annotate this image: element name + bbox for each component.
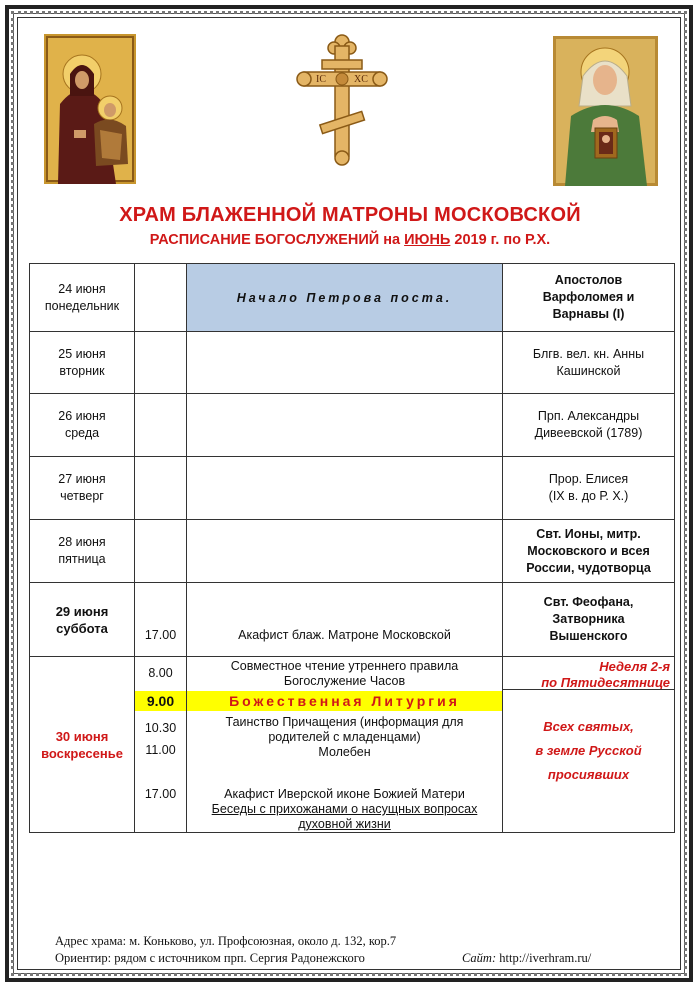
service-cell [187, 332, 503, 394]
day-date: 25 июня [58, 346, 106, 361]
day-cell [30, 583, 135, 657]
saint-line: Варфоломея и [542, 290, 635, 304]
service-cell [187, 520, 503, 583]
feast-line: Всех святых, [543, 719, 634, 734]
matrona-icon [553, 36, 658, 186]
day-cell [30, 457, 135, 520]
service-time: 17.00 [144, 787, 177, 801]
day-cell [30, 394, 135, 457]
saint-line: Прор. Елисея [548, 472, 629, 486]
table-row [30, 520, 675, 583]
schedule-table [29, 263, 675, 833]
fast-banner: Начало Петрова поста. [187, 264, 503, 332]
footer-site [462, 951, 591, 966]
cross-label-right: XC [354, 74, 368, 85]
cross-label-left: IC [316, 74, 326, 85]
day-cell [30, 332, 135, 394]
saint-line: Свт. Ионы, митр. [536, 526, 641, 541]
day-weekday: пятница [58, 552, 106, 566]
feast-column [503, 657, 675, 833]
service-name: Акафист блаж. Матроне Московской [238, 628, 451, 642]
service-line: Богослужение Часов [283, 674, 406, 688]
saint-line: Московского и всея [527, 543, 650, 558]
service-line: духовной жизни [298, 817, 391, 831]
service-cell [187, 394, 503, 457]
day-weekday: среда [64, 426, 100, 440]
table-row [30, 394, 675, 457]
table-row [30, 264, 675, 332]
day-date: 28 июня [58, 535, 106, 549]
day-weekday: понедельник [44, 298, 120, 313]
footer-landmark: Ориентир: рядом с источником прп. Сергия Радонежского [55, 951, 365, 965]
saint-cell [503, 457, 675, 520]
saint-cell [503, 264, 675, 332]
saint-line: Кашинской [556, 363, 621, 378]
table-row [30, 457, 675, 520]
saint-line: Вышенского [549, 629, 628, 643]
time-cell [135, 332, 187, 394]
service-line: Совместное чтение утреннего правила [230, 659, 459, 673]
service-time: 11.00 [145, 743, 176, 757]
saint-line: Дивеевской (1789) [534, 426, 643, 440]
site-link[interactable]: http://iverhram.ru/ [499, 951, 592, 965]
day-date: 30 июня [55, 728, 109, 744]
day-date: 29 июня [55, 603, 109, 619]
service-time: 8.00 [148, 666, 173, 680]
service-column [187, 657, 503, 833]
time-cell [135, 264, 187, 332]
saint-cell [503, 520, 675, 583]
service-line: родителей с младенцами) [268, 730, 421, 744]
saint-line: России, чудотворца [526, 560, 651, 575]
service-cell [187, 583, 503, 657]
day-weekday: суббота [56, 620, 108, 636]
liturgy-banner: Божественная Литургия [187, 691, 502, 711]
saint-cell [503, 394, 675, 457]
saint-cell [503, 583, 675, 657]
day-cell [30, 264, 135, 332]
feast-divider [503, 689, 674, 690]
day-weekday: вторник [59, 363, 105, 378]
service-time: 17.00 [144, 628, 177, 642]
day-weekday: воскресенье [41, 745, 123, 761]
liturgy-time: 9.00 [135, 691, 186, 711]
time-cell [135, 394, 187, 457]
saint-line: Свт. Феофана, [543, 595, 634, 609]
saint-line: Блгв. вел. кн. Анны [532, 346, 645, 361]
day-date: 26 июня [58, 409, 106, 423]
saint-line: (IX в. до Р. Х.) [548, 489, 629, 503]
day-weekday: четверг [60, 489, 104, 503]
subtitle-month: ИЮНЬ [404, 232, 451, 248]
time-cell [135, 520, 187, 583]
saint-line: Затворника [552, 612, 625, 626]
table-row [30, 583, 675, 657]
table-row [30, 332, 675, 394]
subtitle-suffix: 2019 г. по Р.Х. [450, 232, 551, 248]
service-cell [187, 457, 503, 520]
subtitle-prefix: РАСПИСАНИЕ БОГОСЛУЖЕНИЙ на [149, 232, 405, 248]
site-label: Сайт: [462, 951, 497, 965]
service-line: Молебен [318, 745, 371, 759]
theotokos-icon [44, 34, 136, 184]
day-cell [30, 657, 135, 833]
time-column [135, 657, 187, 833]
saint-line: Апостолов [554, 273, 623, 287]
table-row-sunday [30, 657, 675, 833]
footer-address: Адрес храма: м. Коньково, ул. Профсоюзная, около д. 132, кор.7 [55, 934, 397, 948]
service-line: Беседы с прихожанами о насущных вопросах [211, 802, 478, 816]
week-line: Неделя 2-я [599, 659, 670, 674]
feast-line: просиявших [547, 767, 630, 782]
time-cell [135, 457, 187, 520]
orthodox-cross-icon [296, 32, 388, 167]
page-subtitle [0, 232, 700, 248]
service-time: 10.30 [144, 721, 177, 735]
service-line: Таинство Причащения (информация для [225, 715, 464, 729]
service-line: Акафист Иверской иконе Божией Матери [224, 787, 465, 801]
page-title: ХРАМ БЛАЖЕННОЙ МАТРОНЫ МОСКОВСКОЙ [119, 204, 581, 226]
day-date: 27 июня [58, 472, 106, 486]
week-line: по Пятидесятнице [541, 675, 670, 690]
saint-line: Варнавы (I) [552, 307, 625, 321]
day-date: 24 июня [58, 281, 106, 296]
saint-cell [503, 332, 675, 394]
feast-line: в земле Русской [535, 743, 642, 758]
time-cell [135, 583, 187, 657]
saint-line: Прп. Александры [537, 409, 640, 423]
day-cell [30, 520, 135, 583]
